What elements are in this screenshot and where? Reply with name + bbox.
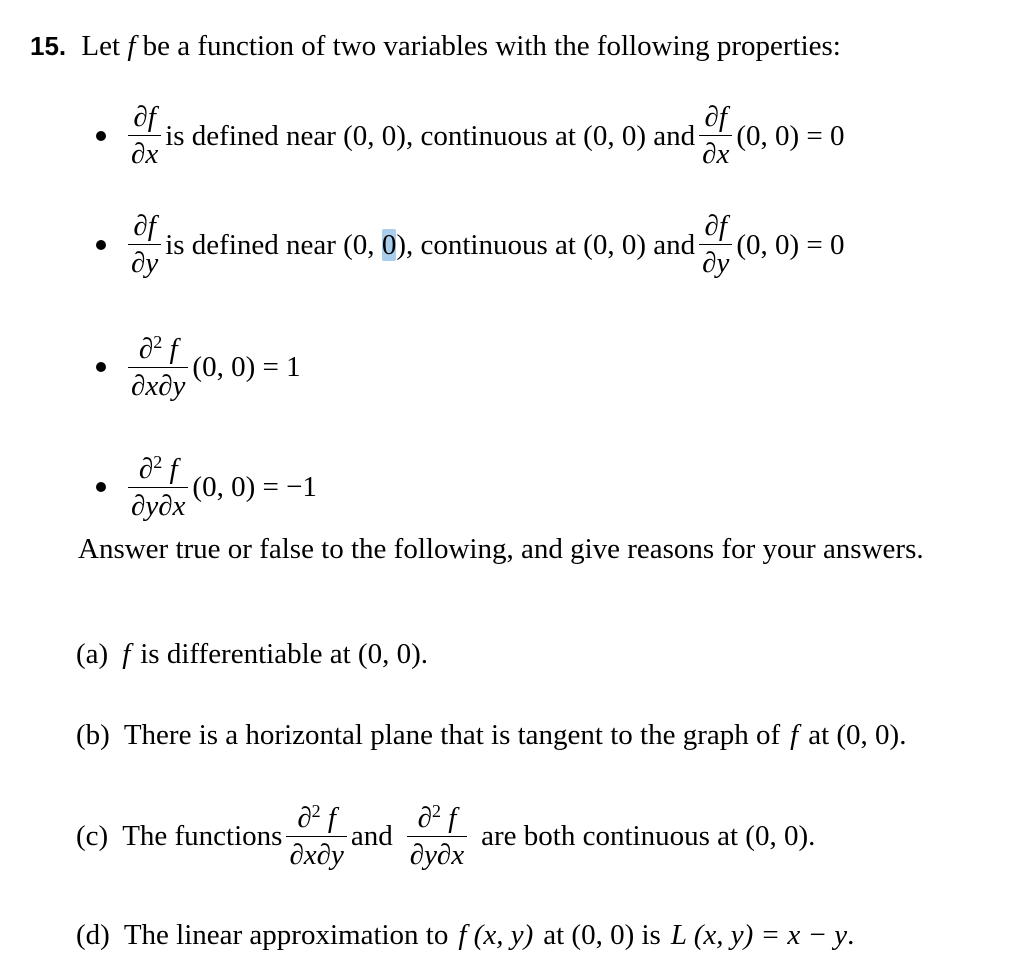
partial-fraction [699,103,732,169]
problem-number: 15. [30,31,67,61]
bullet-icon [96,240,106,250]
part-b [76,719,906,752]
fraction-numerator: ∂f [704,210,727,242]
part-text: at (0, 0). [808,719,907,751]
intro-pre: Let [81,30,121,62]
text-selection-highlight[interactable]: 0 [381,228,397,261]
fraction-numerator: ∂f [704,101,727,133]
part-text: The functions [122,819,283,852]
partial-fraction [128,103,161,169]
fraction-numerator [294,802,339,836]
second-partial-fraction [286,802,346,870]
part-text: The linear approximation to [123,919,449,951]
part-label: (b) [76,719,110,751]
linear-approximation-expression: L (x, y) = x − y [670,919,848,951]
instruction-text: Answer true or false to the following, and give reasons for your answers. [78,533,924,565]
second-partial-fraction [407,802,467,870]
fraction-denominator: ∂y [699,244,732,278]
property-4 [96,453,317,521]
fraction-denominator: ∂y∂x [128,487,188,521]
exponent: 2 [431,801,441,821]
property-3 [96,333,301,401]
function-symbol: f [320,802,336,834]
part-d [76,919,854,952]
function-symbol: f [122,638,131,670]
function-expression: f (x, y) [458,919,534,951]
property-1 [96,103,844,169]
bullet-icon [96,362,106,372]
period: . [847,919,855,951]
property-text-a: is defined near (0, [165,228,382,261]
exponent: 2 [153,332,163,352]
partial-fraction [128,212,161,278]
conjunction: and [350,819,393,852]
property-value: (0, 0) = 0 [736,228,845,261]
problem-statement [30,28,841,64]
function-symbol: f [440,802,457,834]
property-value: (0, 0) = −1 [192,470,317,503]
function-symbol: f [127,30,136,62]
part-label: (a) [76,638,109,670]
property-value: (0, 0) = 1 [192,350,301,383]
property-value: (0, 0) = 0 [736,119,845,152]
fraction-numerator [136,333,181,367]
part-c [76,802,815,870]
fraction-denominator: ∂y∂x [407,836,467,870]
second-partial-fraction [128,453,188,521]
part-text: at (0, 0) is [543,919,661,951]
fraction-denominator: ∂x [699,135,732,169]
bullet-icon [96,131,106,141]
partial-fraction [699,212,732,278]
bullet-icon [96,482,106,492]
part-text: is differentiable at (0, 0). [140,638,428,670]
partial-symbol: ∂ [138,453,154,485]
part-label: (c) [76,819,109,852]
exponent: 2 [311,801,321,821]
fraction-numerator: ∂f [133,101,156,133]
part-a [76,638,428,671]
part-label: (d) [76,919,110,951]
property-text [165,229,695,262]
function-symbol: f [162,453,178,485]
property-text: is defined near (0, 0), continuous at (0, 0) and [165,119,696,152]
function-symbol: f [790,719,799,751]
property-text-b: ), continuous at (0, 0) and [396,228,696,261]
fraction-denominator: ∂x [128,135,161,169]
fraction-numerator [136,453,181,487]
fraction-denominator: ∂x∂y [128,367,188,401]
function-symbol: f [162,333,178,365]
fraction-numerator: ∂f [133,210,156,242]
partial-symbol: ∂ [297,802,312,834]
second-partial-fraction [128,333,188,401]
fraction-denominator: ∂x∂y [286,836,346,870]
part-text: There is a horizontal plane that is tangent to the graph of [123,719,781,751]
fraction-denominator: ∂y [128,244,161,278]
partial-symbol: ∂ [138,333,154,365]
part-text: are both continuous at (0, 0). [481,819,816,852]
property-2 [96,212,844,278]
intro-post: be a function of two variables with the following properties: [142,30,841,62]
partial-symbol: ∂ [417,802,432,834]
exponent: 2 [153,452,163,472]
fraction-numerator [415,802,460,836]
